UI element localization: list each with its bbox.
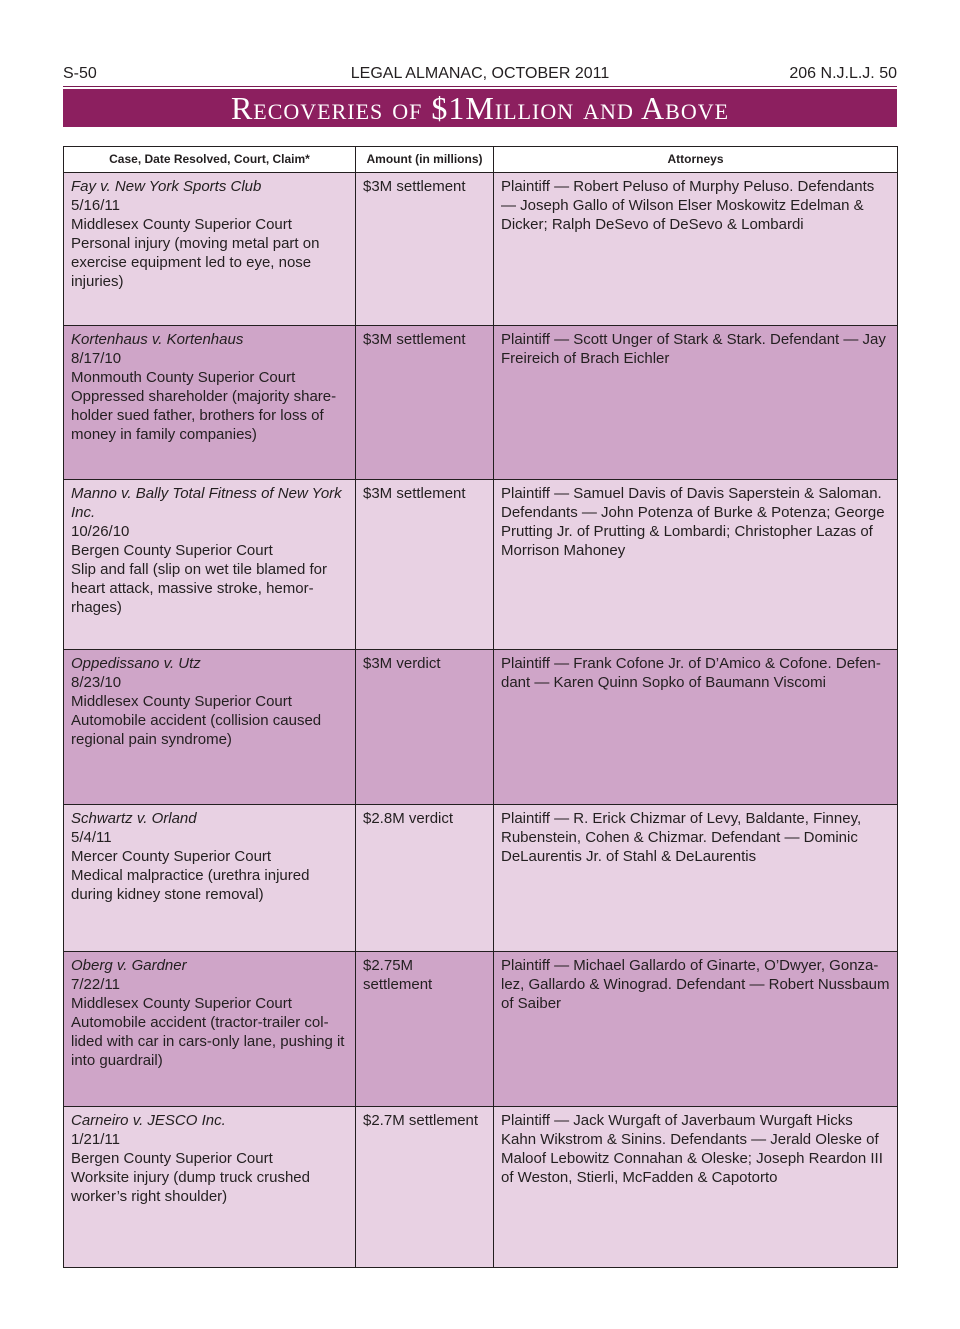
table-row — [64, 480, 898, 650]
column-header-case: Case, Date Resolved, Court, Claim* — [64, 147, 356, 173]
column-header-attorneys: Attorneys — [494, 147, 898, 173]
case-cell — [64, 805, 356, 952]
date-resolved: 10/26/10 — [71, 523, 130, 540]
column-header-amount: Amount (in millions) — [356, 147, 494, 173]
table-row — [64, 326, 898, 480]
date-resolved: 1/21/11 — [71, 1131, 120, 1148]
case-name: Manno v. Bally Total Fitness of New York Inc. — [71, 485, 342, 521]
date-resolved: 5/16/11 — [71, 197, 120, 214]
court: Middlesex County Superior Court — [71, 995, 292, 1012]
case-cell — [64, 1107, 356, 1268]
attorneys-cell: Plaintiff — Robert Peluso of Murphy Peluso. Defendants — Joseph Gallo of Wilson Elser Moskowitz Edelman & Dicker; Ralph DeSevo of DeSevo & Lombardi — [494, 173, 898, 326]
page-title: Recoveries of $1Million and Above — [63, 89, 897, 127]
case-name: Carneiro v. JESCO Inc. — [71, 1112, 226, 1129]
case-cell — [64, 480, 356, 650]
court: Middlesex County Superior Court — [71, 693, 292, 710]
case-name: Oppedissano v. Utz — [71, 655, 201, 672]
amount-cell: $3M settlement — [356, 480, 494, 650]
claim: Personal injury (moving metal part on exercise equipment led to eye, nose injuries) — [71, 235, 320, 290]
attorneys-cell: Plaintiff — Jack Wurgaft of Javerbaum Wurgaft Hicks Kahn Wikstrom & Sinins. Defendants — Jerald Oleske of Maloof Lebowitz Connahan & Oleske; Joseph Reardon III of Weston, Stierli, McFadden & Capotorto — [494, 1107, 898, 1268]
attorneys-cell: Plaintiff — Michael Gallardo of Ginarte, O’Dwyer, Gonza-lez, Gallardo & Winograd. Defendant — Robert Nussbaum of Saiber — [494, 952, 898, 1107]
date-resolved: 8/23/10 — [71, 674, 122, 691]
claim: Slip and fall (slip on wet tile blamed for heart attack, massive stroke, hemor-rhages) — [71, 561, 327, 616]
court: Middlesex County Superior Court — [71, 216, 292, 233]
case-name: Fay v. New York Sports Club — [71, 178, 262, 195]
table-header-row — [64, 147, 898, 173]
date-resolved: 8/17/10 — [71, 350, 122, 367]
running-header — [63, 63, 897, 85]
attorneys-cell: Plaintiff — Samuel Davis of Davis Saperstein & Saloman. Defendants — John Potenza of Burke & Potenza; George Prutting Jr. of Prutting & Lombardi; Christopher Lazas of Morrison Mahoney — [494, 480, 898, 650]
amount-cell: $2.75M settlement — [356, 952, 494, 1107]
amount-cell: $2.8M verdict — [356, 805, 494, 952]
case-cell — [64, 952, 356, 1107]
court: Monmouth County Superior Court — [71, 369, 296, 386]
amount-cell: $3M settlement — [356, 326, 494, 480]
claim: Medical malpractice (urethra injured during kidney stone removal) — [71, 867, 310, 903]
date-resolved: 5/4/11 — [71, 829, 112, 846]
claim: Oppressed shareholder (majority share-holder sued father, brothers for loss of money in family companies) — [71, 388, 337, 443]
attorneys-cell: Plaintiff — Scott Unger of Stark & Stark. Defendant — Jay Freireich of Brach Eichler — [494, 326, 898, 480]
header-rule — [63, 86, 897, 87]
table-row — [64, 650, 898, 805]
court: Bergen County Superior Court — [71, 542, 273, 559]
court: Mercer County Superior Court — [71, 848, 272, 865]
case-cell — [64, 173, 356, 326]
claim: Worksite injury (dump truck crushed worker’s right shoulder) — [71, 1169, 310, 1205]
court: Bergen County Superior Court — [71, 1150, 273, 1167]
table-row — [64, 805, 898, 952]
claim: Automobile accident (tractor-trailer col-lided with car in cars-only lane, pushing it into guardrail) — [71, 1014, 345, 1069]
amount-cell: $2.7M settlement — [356, 1107, 494, 1268]
attorneys-cell: Plaintiff — R. Erick Chizmar of Levy, Baldante, Finney, Rubenstein, Cohen & Chizmar. Defendant — Dominic DeLaurentis Jr. of Stahl & DeLaurentis — [494, 805, 898, 952]
attorneys-cell: Plaintiff — Frank Cofone Jr. of D’Amico & Cofone. Defen-dant — Karen Quinn Sopko of Baumann Viscomi — [494, 650, 898, 805]
case-name: Kortenhaus v. Kortenhaus — [71, 331, 244, 348]
table-row — [64, 173, 898, 326]
date-resolved: 7/22/11 — [71, 976, 120, 993]
amount-cell: $3M verdict — [356, 650, 494, 805]
amount-cell: $3M settlement — [356, 173, 494, 326]
table-row — [64, 952, 898, 1107]
case-cell — [64, 650, 356, 805]
recoveries-table — [63, 146, 898, 1268]
table-row — [64, 1107, 898, 1268]
case-cell — [64, 326, 356, 480]
claim: Automobile accident (collision caused regional pain syndrome) — [71, 712, 322, 748]
page-label: S-50 — [63, 65, 97, 82]
case-name: Schwartz v. Orland — [71, 810, 197, 827]
citation: 206 N.J.L.J. 50 — [789, 65, 897, 82]
case-name: Oberg v. Gardner — [71, 957, 187, 974]
publication-title: LEGAL ALMANAC, OCTOBER 2011 — [350, 65, 610, 82]
